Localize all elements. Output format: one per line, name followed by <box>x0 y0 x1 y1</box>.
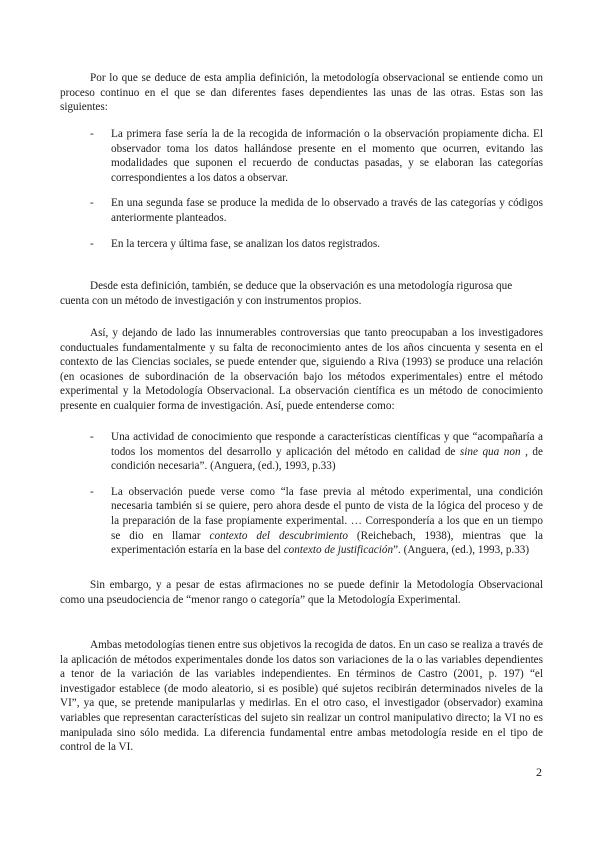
page-number: 2 <box>536 765 542 779</box>
paragraph-4: Sin embargo, y a pesar de estas afirmaciones no se puede definir la Metodología Observacional como una pseudociencia de “menor rango o categoría” que la Metodología Experimental. <box>60 579 543 606</box>
paragraph-2-block <box>60 279 543 308</box>
italic-term: contexto de justificación <box>283 544 394 557</box>
list-dash: - <box>90 128 94 140</box>
paragraph-3: Así, y dejando de lado las innumerables controversias que tanto preocupaban a los investigadores conductuales fundamentalmente y su falta de reconocimiento antes de los años cincuenta y sesenta en el contexto de las Ciencias sociales, se puede entender que, siguiendo a Riva (1993) se produce una relación (en ocasiones de subordinación de la observación bajo los métodos experimentales) entre el método experimental y la Metodología Observacional. La observación científica es un método de conocimiento presente en cualquier forma de investigación. Así, puede entenderse como: <box>60 327 543 412</box>
paragraph-5-block <box>60 638 543 755</box>
paragraph-5: Ambas metodologías tienen entre sus objetivos la recogida de datos. En un caso se realiza a través de la aplicación de métodos experimentales donde los datos son variaciones de la o las variables dependientes a tenor de la variación de las variables independientes. En términos de Castro (2001, p. 197) “el investigador establece (de modo aleatorio, si es posible) qué sujetos recibirán determinados niveles de la VI”, ya que, se pretende manipularlas y medirlas. En el otro caso, el investigador (observador) examina variables que representan características del sujeto sin realizar un control manipulativo directo; la VI no es manipulada sino sólo medida. La diferencia fundamental entre ambas metodología reside en el tipo de control de la VI. <box>60 639 543 754</box>
list-dash: - <box>90 197 94 210</box>
latin-phrase: sine qua non <box>459 445 521 458</box>
list-dash: - <box>90 237 94 250</box>
list-dash: - <box>90 431 94 443</box>
list-dash: - <box>90 485 94 498</box>
paragraph-3-block <box>60 326 543 414</box>
paragraph-1: Por lo que se deduce de esta amplia definición, la metodología observacional se entiende como un proceso continuo en el que se dan diferentes fases dependientes las unas de las otras. Estas son las siguientes: <box>60 72 543 114</box>
italic-term: contexto del descubrimiento <box>209 529 348 542</box>
quotes-list <box>90 430 543 558</box>
paragraph-2: Desde esta definición, también, se deduce que la observación es una metodología rigurosa que cuenta con un método de investigación y con instrumentos propios. <box>60 280 513 307</box>
list-item: - Una actividad de conocimiento que responde a características científicas y que “acompañaría a todos los momentos del desarrollo y aplicación del método en calidad de sine qua non , de condición necesaria”. (Anguera, (ed.), 1993, p.33) <box>90 431 543 473</box>
phases-list <box>90 127 543 251</box>
paragraph-intro <box>60 71 543 115</box>
list-item: - En una segunda fase se produce la medida de lo observado a través de las categorías y códigos anteriormente planteados. <box>90 197 543 224</box>
list-item: - La observación puede verse como “la fase previa al método experimental, una condición necesaria también si se quiere, pero ahora desde el punto de vista de la lógica del proceso y de la preparación de la fase propiamente experimental. … Correspondería a los que en un tiempo se dio en llamar contexto del descubrimiento (Reichebach, 1938), mientras que la experimentación estaría en la base del contexto de justificación”. (Anguera, (ed.), 1993, p.33) <box>90 485 543 557</box>
list-item: - En la tercera y última fase, se analizan los datos registrados. <box>90 237 381 250</box>
paragraph-4-block <box>60 578 543 607</box>
list-item: - La primera fase sería la de la recogida de información o la observación propiamente dicha. El observador toma los datos hallándose presente en el momento que ocurren, evitando las modalidades que suponen el recuerdo de conductas pasadas, y se elaboran las categorías correspondientes a los datos a observar. <box>90 128 543 184</box>
